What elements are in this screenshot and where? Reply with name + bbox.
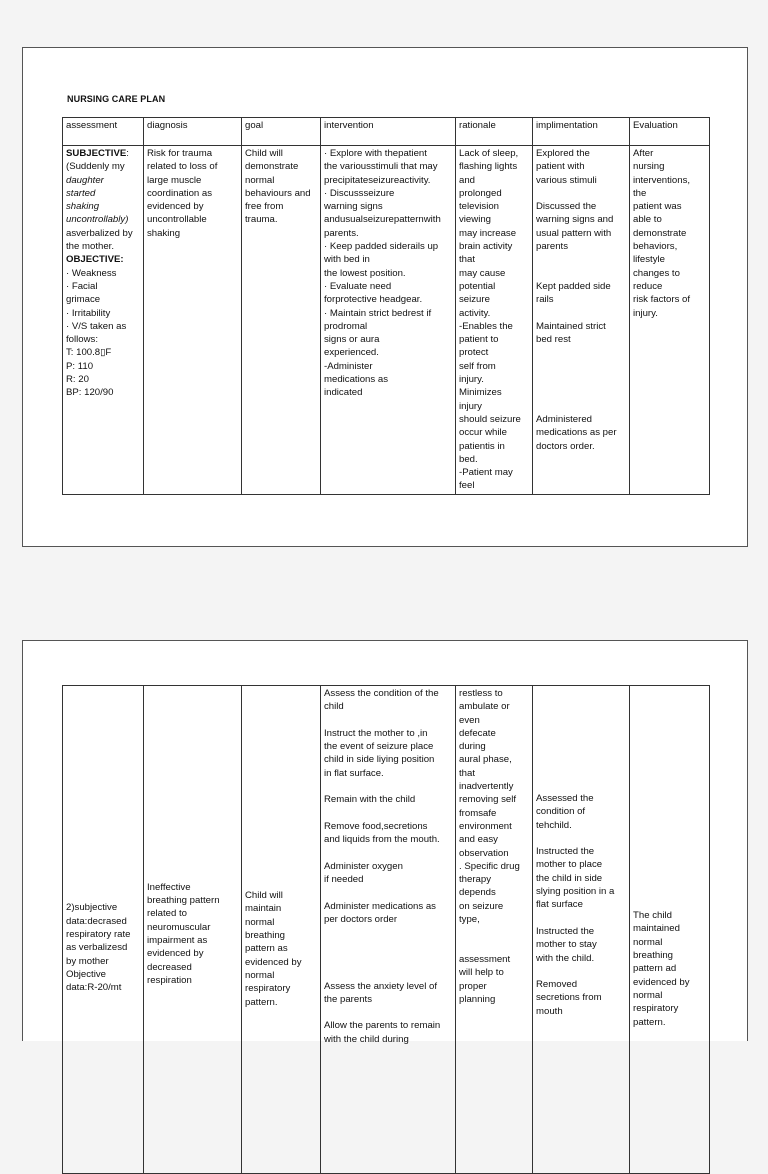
text-line: mother to place [536,859,603,871]
text-line: Lack of sleep, [459,148,519,159]
text-line: risk factors of [633,294,691,306]
rationale-cell [456,146,533,495]
diagnosis-cell [144,686,242,1174]
text-line: secretions from [536,992,602,1004]
spacer [536,400,626,413]
text-line: . Specific drug [459,860,520,872]
text-line: the [633,187,647,199]
text-line: the event of seizure place [324,741,434,753]
spacer [324,807,452,820]
spacer [536,832,626,845]
text-line: in flat surface. [324,767,384,779]
text-line: environment [459,820,512,832]
header-goal: goal [242,118,321,146]
text-line: slying position in a [536,886,615,898]
text-line: normal [633,936,663,948]
subjective-quote-line: started [66,187,96,199]
text-line: tehchild. [536,819,572,831]
text-line: seizure [459,294,490,306]
text-line: respiratory rate [66,929,131,941]
text-line: the variousstimuli that may [324,161,438,173]
text-line: various stimuli [536,174,597,186]
text-line: respiratory [245,983,291,995]
text-line: normal [245,969,275,981]
spacer [536,912,626,925]
text-line: injury. [633,307,658,319]
subjective-text-line: the mother. [66,241,114,253]
text-line: The child [633,910,672,922]
spacer [324,1006,452,1019]
text-line: doctors order. [536,440,595,452]
text-line: as verbalizesd [66,942,128,954]
text-line: breathing pattern [147,895,220,907]
text-line: · Discussseizure [324,187,395,199]
text-line: Minimizes [459,387,502,399]
text-line: 2)subjective [66,902,118,914]
header-assessment: assessment [63,118,144,146]
spacer [324,886,452,899]
text-line: respiratory [633,1003,679,1015]
text-line: Risk for trauma [147,148,213,159]
text-line: inadvertently [459,781,514,793]
text-line: shaking [147,227,181,239]
text-line: with the child during [324,1033,409,1045]
objective-line: R: 20 [66,374,89,386]
care-plan-table [62,117,710,495]
objective-line: · Irritability [66,307,111,319]
text-line: Remove food,secretions [324,820,428,832]
objective-line: P: 110 [66,360,94,372]
text-line: viewing [459,214,491,226]
text-line: precipitateseizureactivity. [324,174,431,186]
text-line: free from [245,201,284,213]
text-line: impairment as [147,935,208,946]
text-line: child [324,701,344,713]
text-line: if needed [324,874,364,886]
header-intervention: intervention [321,118,456,146]
text-line: depends [459,887,496,899]
text-line: the lowest position. [324,267,406,279]
text-line: patientis in [459,440,505,452]
text-line: usual pattern with [536,227,612,239]
text-line: normal [245,916,275,928]
text-line: data:R-20/mt [66,982,122,994]
text-line: · Keep padded siderails up [324,241,439,253]
objective-line: · Facial [66,280,98,292]
spacer [324,940,452,953]
text-line: flashing lights [459,161,518,173]
text-line: the child in side [536,872,603,884]
text-line: Maintained strict [536,320,606,332]
text-line: activity. [459,307,491,319]
spacer [324,966,452,979]
table-row [63,146,710,495]
spacer [324,847,452,860]
text-line: injury [459,400,482,412]
subjective-quote-line: (Suddenly my [66,161,125,173]
spacer [324,953,452,966]
evaluation-cell [630,146,710,495]
text-line: observation [459,847,509,859]
text-line: the parents [324,993,373,1005]
text-line: rails [536,294,554,306]
text-line: Child will [245,890,283,902]
page-title: NURSING CARE PLAN [67,94,166,104]
header-rationale: rationale [456,118,533,146]
text-line: protect [459,347,489,359]
text-line: Ineffective [147,881,191,893]
text-line: behaviors, [633,241,678,253]
text-line: brain activity [459,241,513,253]
objective-line: · V/S taken as [66,320,127,332]
text-line: will help to [459,967,504,979]
objective-line: grimace [66,294,101,306]
text-line: maintained [633,923,680,935]
text-line: related to loss of [147,161,218,173]
text-line: removing self [459,794,517,806]
text-line: demonstrate [245,161,299,173]
text-line: normal [633,989,663,1001]
text-line: injury. [459,374,484,386]
text-line: -Administer [324,360,373,372]
spacer [324,780,452,793]
header-evaluation: Evaluation [630,118,710,146]
text-line: Administer oxygen [324,860,403,872]
text-line: condition of [536,806,586,818]
text-line: pattern. [245,996,278,1008]
intervention-cell [321,686,456,1174]
text-line: · Maintain strict bedrest if [324,307,432,319]
spacer [536,307,626,320]
objective-line: T: 100.8▯F [66,347,112,359]
text-line: behaviours and [245,187,311,199]
text-line: Child will [245,148,283,159]
text-line: with the child. [536,952,595,964]
text-line: aural phase, [459,754,512,766]
text-line: during [459,741,486,753]
text-line: that [459,767,476,779]
text-line: Instructed the [536,846,595,858]
header-implementation: implimentation [533,118,630,146]
diagnosis-cell [144,146,242,495]
text-line: large muscle [147,174,202,186]
spacer [536,346,626,359]
text-line: warning signs [324,201,383,213]
text-line: pattern ad [633,963,677,975]
text-line: Administer medications as [324,900,436,912]
text-line: Removed [536,979,578,991]
text-line: evidenced by [245,956,302,968]
spacer [536,386,626,399]
text-line: patient to [459,334,499,346]
text-line: demonstrate [633,227,687,239]
spacer [536,965,626,978]
text-line: should seizure [459,413,521,425]
objective-heading: OBJECTIVE: [66,254,124,266]
intervention-cell [321,146,456,495]
text-line: therapy [459,874,491,886]
text-line: per doctors order [324,914,398,926]
text-line: · Explore with thepatient [324,148,427,159]
text-line: · Evaluate need [324,280,392,292]
spacer [536,373,626,386]
spacer [459,926,529,939]
text-line: interventions, [633,174,691,186]
text-line: parents. [324,227,359,239]
assessment-cell [63,686,144,1174]
text-line: planning [459,993,496,1005]
text-line: and easy [459,834,498,846]
text-line: prodromal [324,320,368,332]
spacer [459,940,529,953]
spacer [324,714,452,727]
assessment-cell [63,146,144,495]
text-line: prolonged [459,187,502,199]
text-line: pattern. [633,1016,666,1028]
text-line: type, [459,914,480,926]
text-line: breathing [245,930,286,942]
text-line: feel [459,480,475,492]
text-line: evidenced by [147,948,204,960]
text-line: bed rest [536,334,571,346]
objective-line: · Weakness [66,267,117,279]
text-line: that [459,254,476,266]
text-line: by mother [66,955,109,967]
subjective-quote-line: daughter [66,174,104,186]
text-line: Instruct the mother to ,in [324,727,428,739]
document-page-1 [22,47,748,547]
text-line: even [459,714,480,726]
text-line: -Patient may [459,467,513,479]
text-line: Discussed the [536,201,597,213]
text-line: defecate [459,727,496,739]
text-line: Assess the condition of the [324,688,439,699]
text-line: decreased [147,961,192,973]
text-line: lifestyle [633,254,665,266]
text-line: flat surface [536,899,583,911]
text-line: changes to [633,267,680,279]
text-line: may increase [459,227,517,239]
text-line: fromsafe [459,807,497,819]
subjective-text-line: asverbalized by [66,227,133,239]
text-line: medications as [324,374,388,386]
text-line: Objective [66,968,106,980]
rationale-cell [456,686,533,1174]
text-line: able to [633,214,662,226]
text-line: coordination as [147,187,213,199]
text-line: patient was [633,201,682,213]
table-row [63,686,710,1174]
text-line: -Enables the [459,320,513,332]
text-line: data:decrased [66,915,127,927]
text-line: restless to [459,688,503,699]
objective-line: BP: 120/90 [66,387,114,399]
text-line: self from [459,360,496,372]
spacer [324,926,452,939]
text-line: Administered [536,413,592,425]
text-line: Assessed the [536,793,594,804]
evaluation-cell [630,686,710,1174]
text-line: assessment [459,953,511,965]
goal-cell [242,686,321,1174]
header-diagnosis: diagnosis [144,118,242,146]
table-header-row [63,118,710,146]
text-line: mouth [536,1005,563,1017]
text-line: nursing [633,161,665,173]
subjective-quote-line: shaking [66,201,100,213]
text-line: television [459,201,499,213]
spacer [536,187,626,200]
text-line: maintain [245,903,282,915]
text-line: and liquids from the mouth. [324,834,440,846]
text-line: Kept padded side [536,280,611,292]
text-line: proper [459,980,487,992]
text-line: potential [459,280,496,292]
text-line: bed. [459,453,478,465]
text-line: and [459,174,476,186]
implementation-cell [533,686,630,1174]
text-line: on seizure [459,900,504,912]
text-line: with bed in [324,254,370,266]
text-line: experienced. [324,347,379,359]
text-line: Assess the anxiety level of [324,980,438,992]
text-line: may cause [459,267,506,279]
text-line: trauma. [245,214,278,226]
text-line: normal [245,174,275,186]
text-line: andusualseizurepatternwith [324,214,441,226]
subjective-quote-line: uncontrollably) [66,214,129,226]
text-line: indicated [324,387,363,399]
text-line: uncontrollable [147,214,207,226]
document-page-2 [22,640,748,1045]
text-line: child in side liying position [324,754,435,766]
text-line: ambulate or [459,701,510,713]
text-line: evidenced by [147,201,204,213]
text-line: pattern as [245,943,288,955]
text-line: Explored the [536,148,590,159]
text-line: Remain with the child [324,794,416,806]
text-line: forprotective headgear. [324,294,423,306]
implementation-cell [533,146,630,495]
text-line: reduce [633,280,663,292]
text-line: medications as per [536,427,617,439]
text-line: After [633,148,654,159]
text-line: signs or aura [324,334,380,346]
subjective-heading: SUBJECTIVE: [66,148,129,159]
spacer [536,253,626,266]
text-line: warning signs and [536,214,614,226]
spacer [536,360,626,373]
text-line: patient with [536,161,585,173]
text-line: Instructed the [536,925,595,937]
text-line: Allow the parents to remain [324,1020,441,1032]
objective-line: follows: [66,334,98,346]
spacer [536,267,626,280]
text-line: evidenced by [633,976,690,988]
text-line: mother to stay [536,939,597,951]
care-plan-table-continued [62,685,710,1174]
text-line: respiration [147,974,192,986]
goal-cell [242,146,321,495]
text-line: breathing [633,950,674,962]
text-line: occur while [459,427,507,439]
text-line: related to [147,908,188,920]
text-line: parents [536,241,568,253]
text-line: neuromuscular [147,921,211,933]
